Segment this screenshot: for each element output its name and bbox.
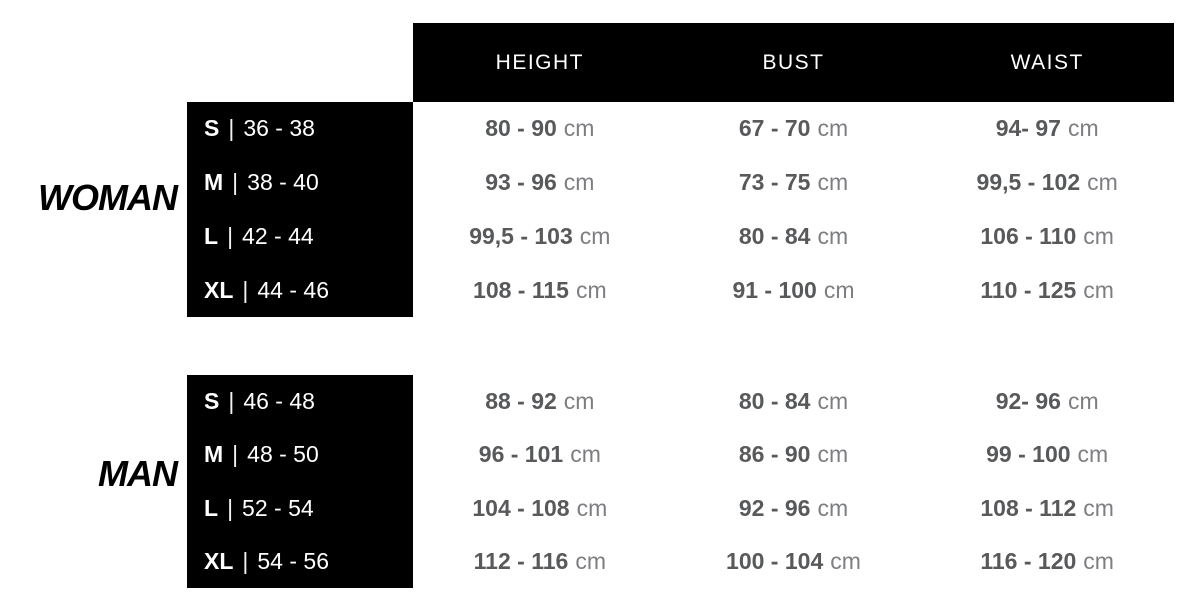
- size-separator: |: [232, 441, 239, 468]
- unit-label: cm: [563, 388, 595, 415]
- unit-label: cm: [1067, 115, 1099, 142]
- value-cell-man-l-height: [413, 482, 667, 535]
- value-cell-woman-m-waist: [920, 156, 1174, 210]
- size-range: 38 - 40: [247, 169, 319, 196]
- size-range: 44 - 46: [257, 276, 329, 303]
- value-cell-woman-s-bust: [667, 102, 921, 156]
- size-column-man: [187, 375, 413, 588]
- size-separator: |: [227, 494, 234, 521]
- size-separator: |: [228, 388, 235, 415]
- size-range: 46 - 48: [243, 388, 315, 415]
- table-header: [413, 23, 1174, 102]
- value-range: 80 - 84: [738, 222, 811, 249]
- value-cell-man-s-height: [413, 375, 667, 428]
- value-cell-man-s-bust: [667, 375, 921, 428]
- unit-label: cm: [1087, 169, 1118, 196]
- size-separator: |: [227, 222, 234, 249]
- value-cell-woman-l-height: [413, 210, 667, 264]
- value-range: 112 - 116: [473, 547, 569, 574]
- unit-label: cm: [1077, 441, 1109, 468]
- value-range: 86 - 90: [738, 441, 811, 468]
- size-label-woman-l: [187, 210, 413, 264]
- unit-label: cm: [830, 547, 861, 574]
- value-cell-woman-l-waist: [920, 210, 1174, 264]
- section-man: [0, 375, 1174, 588]
- value-range: 96 - 101: [478, 441, 564, 468]
- size-code: M: [204, 169, 224, 196]
- value-range: 116 - 120: [980, 547, 1077, 574]
- column-header-waist: WAIST: [1010, 50, 1084, 74]
- size-separator: |: [232, 169, 239, 196]
- value-cell-woman-xl-bust: [667, 263, 921, 317]
- unit-label: cm: [817, 494, 849, 521]
- size-label-man-s: [187, 375, 413, 428]
- size-code: XL: [204, 276, 234, 303]
- value-range: 100 - 104: [726, 547, 824, 574]
- size-code: M: [204, 441, 224, 468]
- unit-label: cm: [817, 222, 849, 249]
- unit-label: cm: [1083, 276, 1114, 303]
- size-label-woman-m: [187, 156, 413, 210]
- section-label-woman: WOMAN: [38, 176, 177, 218]
- size-label-woman-s: [187, 102, 413, 156]
- values-woman: [413, 102, 1174, 317]
- value-range: 108 - 115: [473, 276, 569, 303]
- value-range: 67 - 70: [738, 115, 811, 142]
- unit-label: cm: [563, 115, 595, 142]
- value-range: 88 - 92: [485, 388, 557, 415]
- values-man: [413, 375, 1174, 588]
- value-cell-man-m-waist: [920, 428, 1174, 481]
- unit-label: cm: [817, 169, 849, 196]
- value-range: 73 - 75: [738, 169, 811, 196]
- value-cell-man-m-bust: [667, 428, 921, 481]
- value-range: 92- 96: [995, 388, 1061, 415]
- size-label-woman-xl: [187, 263, 413, 317]
- size-range: 42 - 44: [242, 222, 314, 249]
- column-header-height: HEIGHT: [495, 50, 584, 74]
- unit-label: cm: [1083, 222, 1114, 249]
- value-range: 94- 97: [995, 115, 1061, 142]
- section-label-man: MAN: [98, 452, 177, 494]
- size-range: 36 - 38: [243, 115, 315, 142]
- value-range: 99,5 - 102: [976, 169, 1081, 196]
- value-range: 91 - 100: [732, 276, 817, 303]
- column-header-bust: BUST: [762, 50, 825, 74]
- unit-label: cm: [576, 494, 608, 521]
- size-code: S: [204, 388, 220, 415]
- size-code: L: [204, 222, 219, 249]
- value-cell-woman-xl-height: [413, 263, 667, 317]
- size-code: XL: [204, 547, 234, 574]
- unit-label: cm: [563, 169, 595, 196]
- unit-label: cm: [579, 222, 611, 249]
- size-label-man-m: [187, 428, 413, 481]
- size-code: S: [204, 115, 220, 142]
- value-cell-man-s-waist: [920, 375, 1174, 428]
- size-separator: |: [228, 115, 235, 142]
- value-cell-woman-xl-waist: [920, 263, 1174, 317]
- value-range: 93 - 96: [485, 169, 557, 196]
- unit-label: cm: [570, 441, 601, 468]
- unit-label: cm: [1083, 547, 1114, 574]
- value-range: 99 - 100: [986, 441, 1071, 468]
- unit-label: cm: [1083, 494, 1114, 521]
- value-cell-man-xl-waist: [920, 535, 1174, 588]
- unit-label: cm: [817, 388, 849, 415]
- unit-label: cm: [823, 276, 855, 303]
- value-cell-man-l-waist: [920, 482, 1174, 535]
- value-range: 99,5 - 103: [469, 222, 573, 249]
- value-range: 110 - 125: [980, 276, 1077, 303]
- unit-label: cm: [575, 547, 606, 574]
- size-range: 54 - 56: [257, 547, 329, 574]
- value-cell-man-m-height: [413, 428, 667, 481]
- value-cell-man-xl-bust: [667, 535, 921, 588]
- value-cell-woman-s-height: [413, 102, 667, 156]
- size-code: L: [204, 494, 219, 521]
- value-cell-woman-l-bust: [667, 210, 921, 264]
- size-label-man-xl: [187, 535, 413, 588]
- size-label-man-l: [187, 482, 413, 535]
- value-range: 104 - 108: [472, 494, 570, 521]
- unit-label: cm: [1067, 388, 1099, 415]
- value-cell-woman-m-height: [413, 156, 667, 210]
- unit-label: cm: [575, 276, 607, 303]
- unit-label: cm: [817, 115, 849, 142]
- value-cell-woman-m-bust: [667, 156, 921, 210]
- size-column-woman: [187, 102, 413, 317]
- value-range: 106 - 110: [980, 222, 1077, 249]
- value-cell-man-xl-height: [413, 535, 667, 588]
- value-cell-woman-s-waist: [920, 102, 1174, 156]
- size-range: 52 - 54: [242, 494, 314, 521]
- size-range: 48 - 50: [247, 441, 319, 468]
- value-range: 80 - 84: [738, 388, 811, 415]
- size-separator: |: [242, 547, 249, 574]
- value-range: 108 - 112: [980, 494, 1077, 521]
- value-range: 92 - 96: [738, 494, 811, 521]
- size-separator: |: [242, 276, 249, 303]
- unit-label: cm: [817, 441, 849, 468]
- section-woman: [0, 102, 1174, 317]
- value-cell-man-l-bust: [667, 482, 921, 535]
- value-range: 80 - 90: [485, 115, 557, 142]
